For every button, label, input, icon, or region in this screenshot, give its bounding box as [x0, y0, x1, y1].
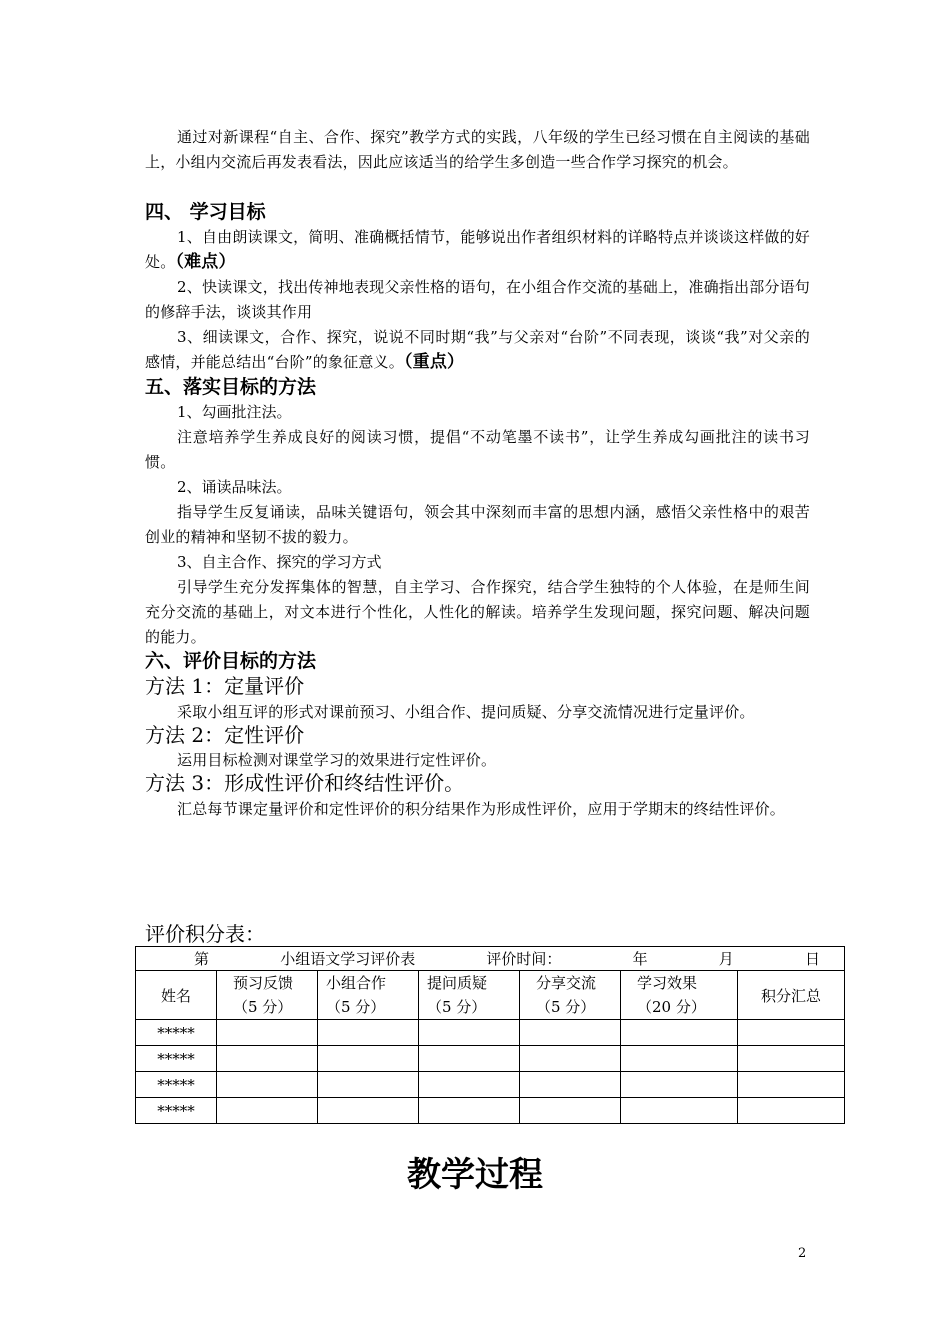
col-header-share: 分享交流 （5 分） — [520, 971, 621, 1020]
method-3-text: 引导学生充分发挥集体的智慧，自主学习、合作探究，结合学生独特的个人体验，在是师生间充分交流的基础上，对文本进行个性化，人性化的解读。培养学生发现问题，探究问题、解决问题的能力。 — [145, 578, 810, 646]
method-1-title: 1、勾画批注法。 — [177, 403, 292, 421]
goal-2: 2、快读课文，找出传神地表现父亲性格的语句，在小组合作交流的基础上，准确指出部分语句的修辞手法，谈谈其作用 — [145, 278, 810, 321]
table-year-label: 年 — [632, 950, 648, 968]
table-day-label: 日 — [804, 950, 820, 968]
score-table — [135, 946, 845, 1124]
eval-method-2-text: 运用目标检测对课堂学习的效果进行定性评价。 — [177, 751, 497, 769]
eval-method-1-text: 采取小组互评的形式对课前预习、小组合作、提问质疑、分享交流情况进行定量评价。 — [177, 703, 755, 721]
goal-1: 1、自由朗读课文，简明、准确概括情节，能够说出作者组织材料的详略特点并谈谈这样做的好处。（难点） — [145, 228, 810, 272]
score-table-title-row — [136, 947, 845, 971]
student-name-cell: ***** — [136, 1020, 217, 1046]
method-3-title: 3、自主合作、探究的学习方式 — [177, 553, 382, 571]
col-header-result: 学习效果 （20 分） — [621, 971, 738, 1020]
table-row — [136, 1072, 845, 1098]
intro-paragraph: 通过对新课程“自主、合作、探究”教学方式的实践，八年级的学生已经习惯在自主阅读的基础上，小组内交流后再发表看法，因此应该适当的给学生多创造一些合作学习探究的机会。 — [145, 128, 810, 171]
col-header-question: 提问质疑 （5 分） — [419, 971, 520, 1020]
section-6-heading: 六、评价目标的方法 — [145, 650, 317, 672]
col-header-group: 小组合作 （5 分） — [318, 971, 419, 1020]
score-table-caption: 评价积分表： — [145, 922, 265, 946]
student-name-cell: ***** — [136, 1098, 217, 1124]
table-title: 小组语文学习评价表 — [280, 950, 416, 968]
table-row — [136, 1046, 845, 1072]
key-point-tag: （重点） — [403, 352, 465, 372]
col-header-preview: 预习反馈 （5 分） — [217, 971, 318, 1020]
table-row — [136, 1020, 845, 1046]
table-time-label: 评价时间： — [486, 950, 562, 968]
section-5-heading: 五、落实目标的方法 — [145, 376, 317, 398]
table-row — [136, 1098, 845, 1124]
student-name-cell: ***** — [136, 1072, 217, 1098]
table-di-label: 第 — [194, 950, 210, 968]
student-name-cell: ***** — [136, 1046, 217, 1072]
method-2-text: 指导学生反复诵读，品味关键语句，领会其中深刻而丰富的思想内涵，感悟父亲性格中的艰苦创业的精神和坚韧不拔的毅力。 — [145, 503, 810, 546]
page-number: 2 — [798, 1246, 807, 1261]
col-header-name: 姓名 — [136, 971, 217, 1020]
goal-3: 3、细读课文，合作、探究，说说不同时期“我”与父亲对“台阶”不同表现，谈谈“我”对父亲的感情，并能总结出“台阶”的象征意义。（重点） — [145, 328, 810, 372]
eval-method-2-title: 方法 2：定性评价 — [145, 723, 305, 747]
score-table-header-row — [136, 971, 845, 1020]
difficulty-tag: （难点） — [175, 252, 236, 272]
teaching-process-title: 教学过程 — [407, 1155, 543, 1195]
eval-method-3-text: 汇总每节课定量评价和定性评价的积分结果作为形成性评价，应用于学期末的终结性评价。 — [177, 800, 786, 818]
method-1-text: 注意培养学生养成良好的阅读习惯，提倡“不动笔墨不读书”，让学生养成勾画批注的读书习惯。 — [145, 428, 810, 471]
eval-method-3-title: 方法 3：形成性评价和终结性评价。 — [145, 771, 465, 795]
eval-method-1-title: 方法 1：定量评价 — [145, 674, 305, 698]
method-2-title: 2、诵读品味法。 — [177, 478, 292, 496]
table-month-label: 月 — [718, 950, 734, 968]
col-header-total: 积分汇总 — [738, 971, 845, 1020]
section-4-heading: 四、 学习目标 — [145, 201, 266, 223]
